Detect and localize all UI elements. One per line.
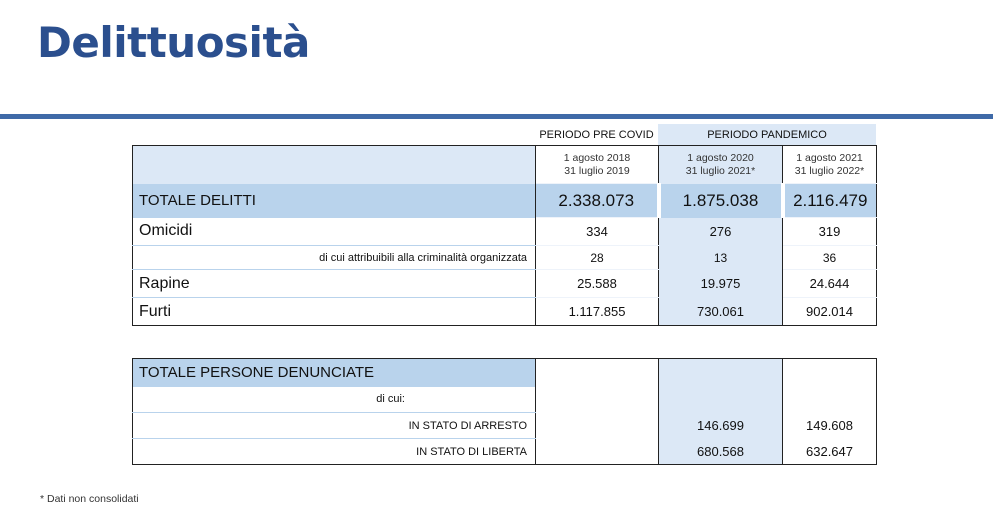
row-value	[536, 387, 659, 413]
row-value: 19.975	[659, 270, 783, 298]
row-value	[536, 439, 659, 465]
row-value: 319	[783, 218, 877, 246]
period-dates-1	[536, 146, 659, 184]
row-value: 28	[536, 246, 659, 270]
row-label: IN STATO DI ARRESTO	[133, 413, 536, 439]
row-value: 902.014	[806, 304, 853, 319]
row-value: 276	[659, 218, 783, 246]
persons-table	[132, 358, 877, 465]
table-row	[133, 413, 877, 439]
table-row	[133, 387, 877, 413]
row-label: di cui:	[133, 387, 536, 413]
table-row	[133, 270, 877, 298]
row-value	[536, 359, 659, 387]
row-value: 334	[536, 218, 659, 246]
period-from: 1 agosto 2018	[563, 151, 631, 164]
row-value: 146.699	[659, 413, 783, 439]
row-value: 36	[783, 246, 877, 270]
period-from: 1 agosto 2020	[687, 151, 754, 164]
table-row	[133, 359, 877, 387]
dates-row-label	[133, 146, 536, 184]
row-value	[659, 387, 783, 413]
row-value: 2.338.073	[536, 184, 659, 218]
table-row	[133, 439, 877, 465]
table-row	[133, 218, 877, 246]
row-value: 632.647	[806, 443, 853, 459]
table-row	[133, 298, 877, 326]
row-label: TOTALE DELITTI	[133, 184, 536, 218]
row-value: 25.588	[536, 270, 659, 298]
row-value	[659, 359, 783, 387]
row-value	[536, 413, 659, 439]
period-header-pre-covid: PERIODO PRE COVID	[539, 128, 654, 141]
footnote: * Dati non consolidati	[40, 493, 139, 505]
page-title: Delittuosità	[37, 18, 310, 67]
period-to: 31 luglio 2021*	[685, 164, 756, 177]
row-value: 13	[659, 246, 783, 270]
period-to: 31 luglio 2022*	[794, 164, 865, 177]
row-value: 2.116.479	[783, 184, 877, 218]
row-value: 680.568	[659, 439, 783, 465]
row-value: 730.061	[659, 298, 783, 326]
table-row	[133, 246, 877, 270]
row-value: 1.875.038	[659, 184, 783, 218]
period-header-pandemic: PERIODO PANDEMICO	[658, 124, 876, 145]
row-label: TOTALE PERSONE DENUNCIATE	[133, 359, 536, 387]
row-value	[783, 359, 877, 387]
period-dates-3	[783, 146, 877, 184]
title-divider	[0, 114, 993, 119]
row-label: Rapine	[133, 270, 536, 298]
table-row	[133, 184, 877, 218]
row-label: IN STATO DI LIBERTA	[133, 439, 536, 465]
dates-row	[133, 146, 877, 184]
crimes-table	[132, 145, 877, 326]
row-value: 1.117.855	[536, 298, 659, 326]
row-value: 149.608	[806, 418, 853, 433]
row-label: Furti	[133, 298, 536, 326]
row-label: di cui attribuibili alla criminalità organizzata	[133, 246, 536, 270]
row-label: Omicidi	[133, 218, 536, 246]
row-value	[783, 387, 877, 413]
period-to: 31 luglio 2019	[564, 164, 630, 177]
period-from: 1 agosto 2021	[796, 151, 863, 164]
row-value: 24.644	[783, 270, 877, 298]
period-dates-2	[659, 146, 783, 184]
